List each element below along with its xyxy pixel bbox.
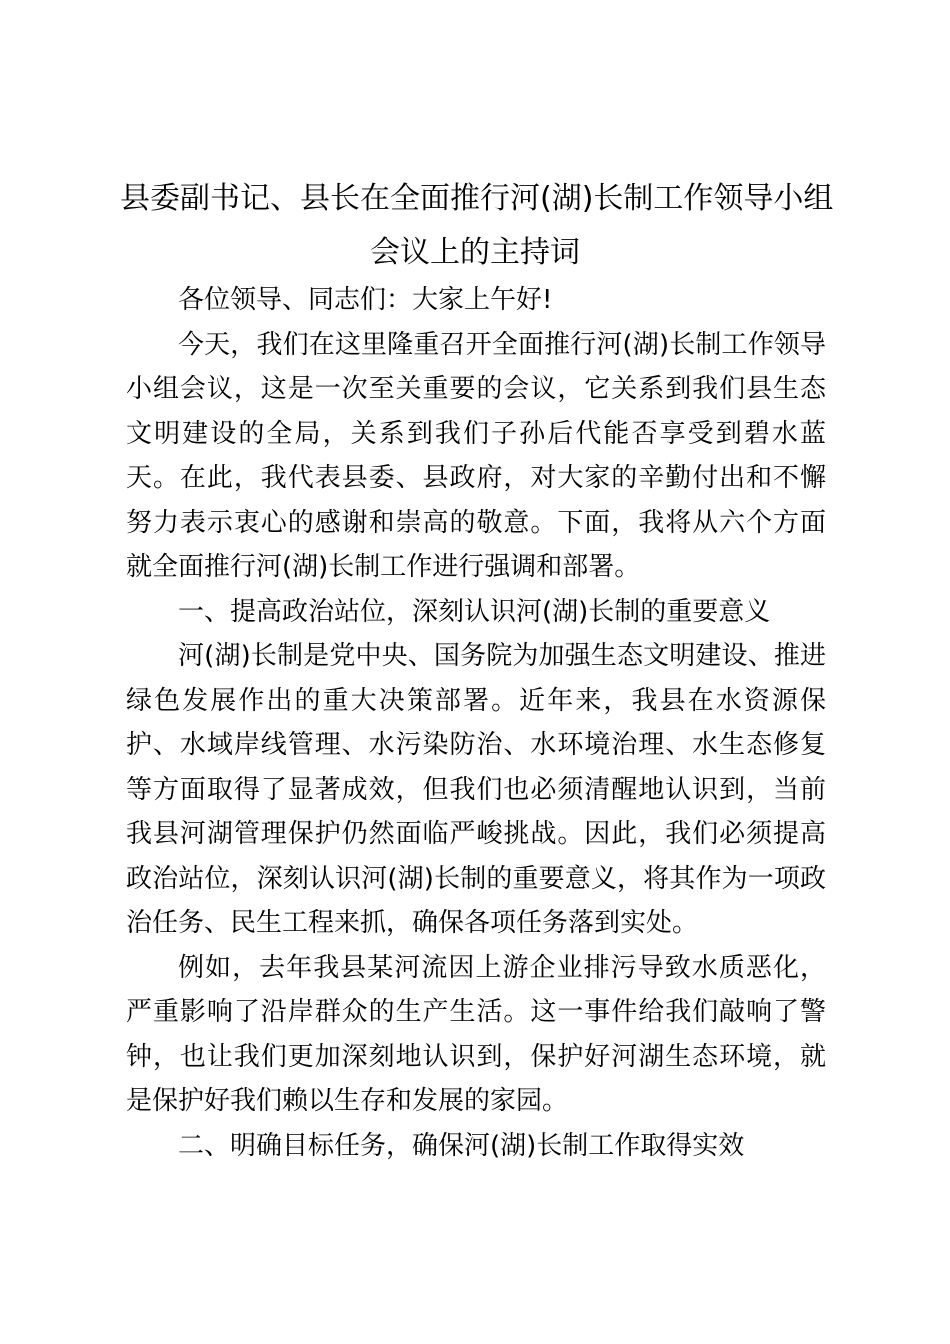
example-paragraph: 例如，去年我县某河流因上游企业排污导致水质恶化，严重影响了沿岸群众的生产生活。这一事件给我们敲响了警钟，也让我们更加深刻地认识到，保护好河湖生态环境，就是保护好我们赖以生存和发展的家园。 — [126, 952, 826, 1116]
section-1-paragraph: 河(湖)长制是党中央、国务院为加强生态文明建设、推进绿色发展作出的重大决策部署。近年来，我县在水资源保护、水域岸线管理、水污染防治、水环境治理、水生态修复等方面取得了显著成效，但我们也必须清醒地认识到，当前我县河湖管理保护仍然面临严峻挑战。因此，我们必须提高政治站位，深刻认识河(湖)长制的重要意义，将其作为一项政治任务、民生工程来抓，确保各项任务落到实处。 — [126, 641, 826, 938]
document-body — [126, 278, 826, 1168]
intro-paragraph: 今天，我们在这里隆重召开全面推行河(湖)长制工作领导小组会议，这是一次至关重要的会议，它关系到我们县生态文明建设的全局，关系到我们子孙后代能否享受到碧水蓝天。在此，我代表县委、县政府，对大家的辛勤付出和不懈努力表示衷心的感谢和崇高的敬意。下面，我将从六个方面就全面推行河(湖)长制工作进行强调和部署。 — [126, 329, 826, 582]
section-heading-1: 一、提高政治站位，深刻认识河(湖)长制的重要意义 — [178, 596, 771, 627]
section-heading-2: 二、明确目标任务，确保河(湖)长制工作取得实效 — [178, 1130, 745, 1161]
greeting-paragraph: 各位领导、同志们：大家上午好! — [178, 285, 553, 315]
title-line-1: 县委副书记、县长在全面推行河(湖)长制工作领导小组 — [120, 181, 834, 216]
document-title — [120, 172, 834, 280]
title-line-2: 会议上的主持词 — [370, 235, 580, 270]
